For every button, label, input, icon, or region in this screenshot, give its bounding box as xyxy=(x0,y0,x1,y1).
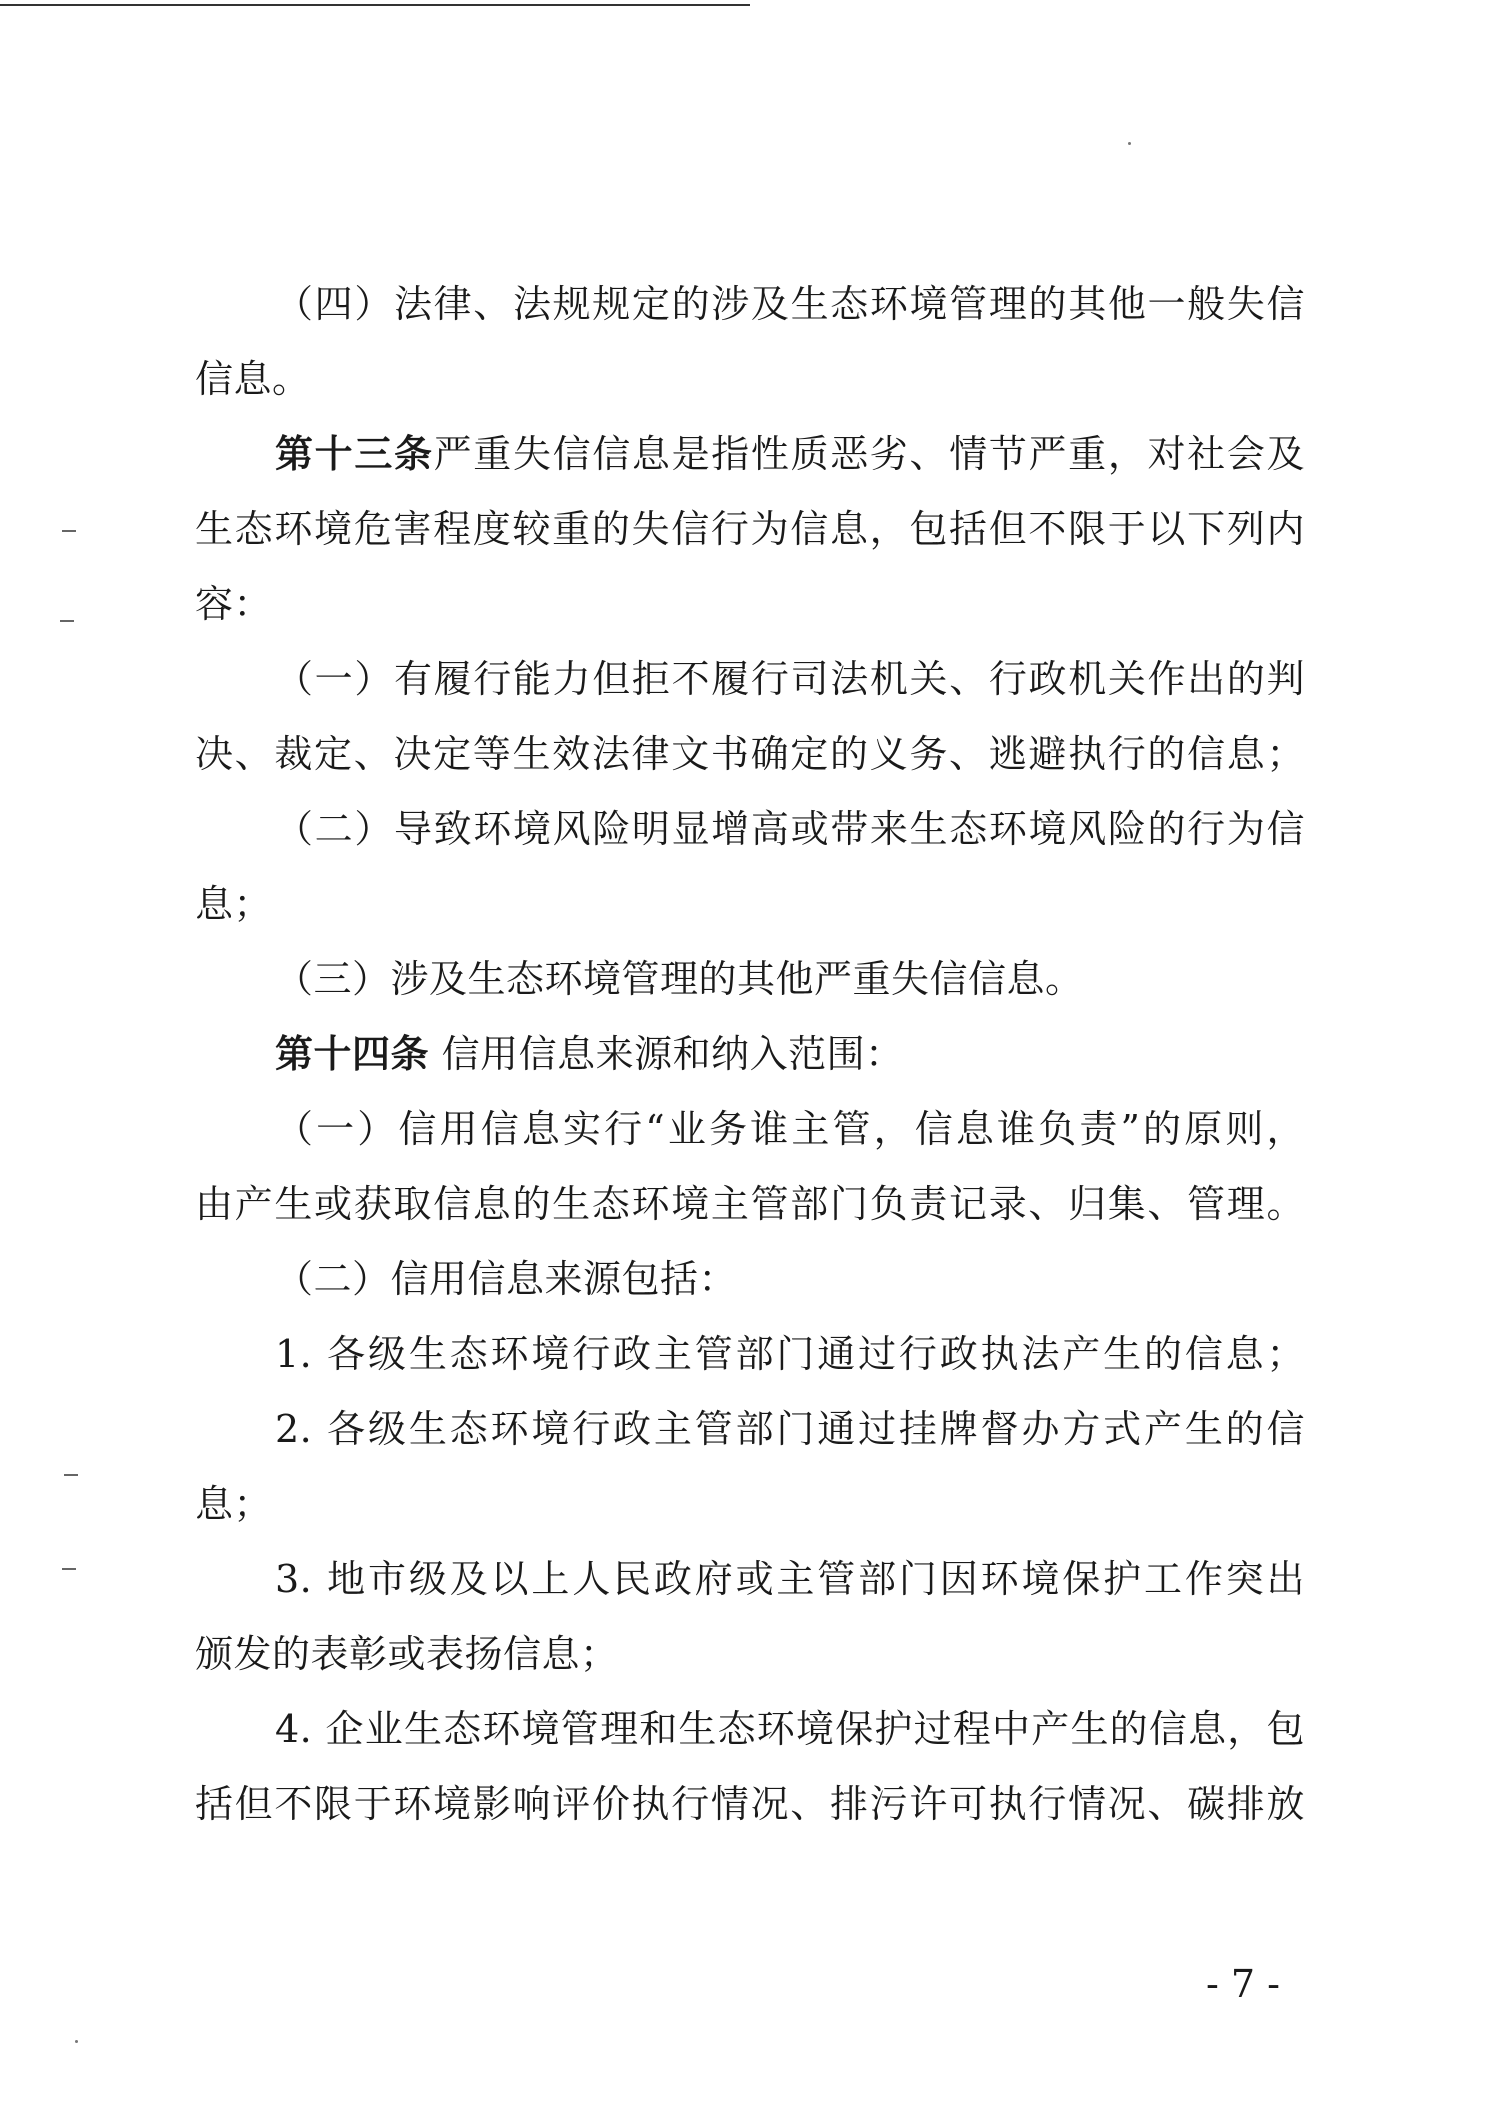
text-line: 3. 地市级及以上人民政府或主管部门因环境保护工作突出 xyxy=(275,1557,1305,1601)
text-line: 颁发的表彰或表扬信息； xyxy=(195,1632,619,1676)
top-border-rule xyxy=(0,4,750,6)
text-line: 4. 企业生态环境管理和生态环境保护过程中产生的信息，包 xyxy=(275,1707,1305,1751)
text-line: （二）导致环境风险明显增高或带来生态环境风险的行为信 xyxy=(275,807,1305,851)
text-line: （四）法律、法规规定的涉及生态环境管理的其他一般失信 xyxy=(275,282,1305,326)
scan-dot xyxy=(1128,142,1131,145)
scan-mark xyxy=(62,530,76,532)
text-line: （三）涉及生态环境管理的其他严重失信信息。 xyxy=(275,957,1084,1001)
text-line: 信用信息来源和纳入范围： xyxy=(441,1032,904,1076)
scan-dot xyxy=(75,2040,78,2043)
text-line: 息； xyxy=(195,882,273,926)
text-line: 2. 各级生态环境行政主管部门通过挂牌督办方式产生的信 xyxy=(275,1407,1305,1451)
article-14-line xyxy=(275,1030,904,1078)
text-line: 由产生或获取信息的生态环境主管部门负责记录、归集、管理。 xyxy=(195,1182,1305,1226)
article-14-heading: 第十四条 xyxy=(275,1031,430,1076)
text-line: 信息。 xyxy=(195,357,311,401)
text-line: 生态环境危害程度较重的失信行为信息，包括但不限于以下列内 xyxy=(195,507,1305,551)
page-number: - 7 - xyxy=(1206,1962,1281,2006)
text-line: 括但不限于环境影响评价执行情况、排污许可执行情况、碳排放 xyxy=(195,1782,1305,1826)
scan-mark xyxy=(60,620,74,622)
scan-mark xyxy=(62,1568,76,1570)
text-line: 息； xyxy=(195,1482,273,1526)
text-line: 决、裁定、决定等生效法律文书确定的义务、逃避执行的信息； xyxy=(195,732,1305,776)
text-line: 1. 各级生态环境行政主管部门通过行政执法产生的信息； xyxy=(275,1332,1305,1376)
text-line: 容： xyxy=(195,582,273,626)
text-line: （一）有履行能力但拒不履行司法机关、行政机关作出的判 xyxy=(275,657,1305,701)
text-line: （一）信用信息实行“业务谁主管，信息谁负责”的原则， xyxy=(275,1107,1305,1151)
text-line: （二）信用信息来源包括： xyxy=(275,1257,738,1301)
text-line: 严重失信信息是指性质恶劣、情节严重，对社会及 xyxy=(433,432,1305,476)
article-13-heading: 第十三条 xyxy=(275,431,434,476)
article-13-line xyxy=(275,430,1305,478)
scan-mark xyxy=(64,1474,78,1476)
